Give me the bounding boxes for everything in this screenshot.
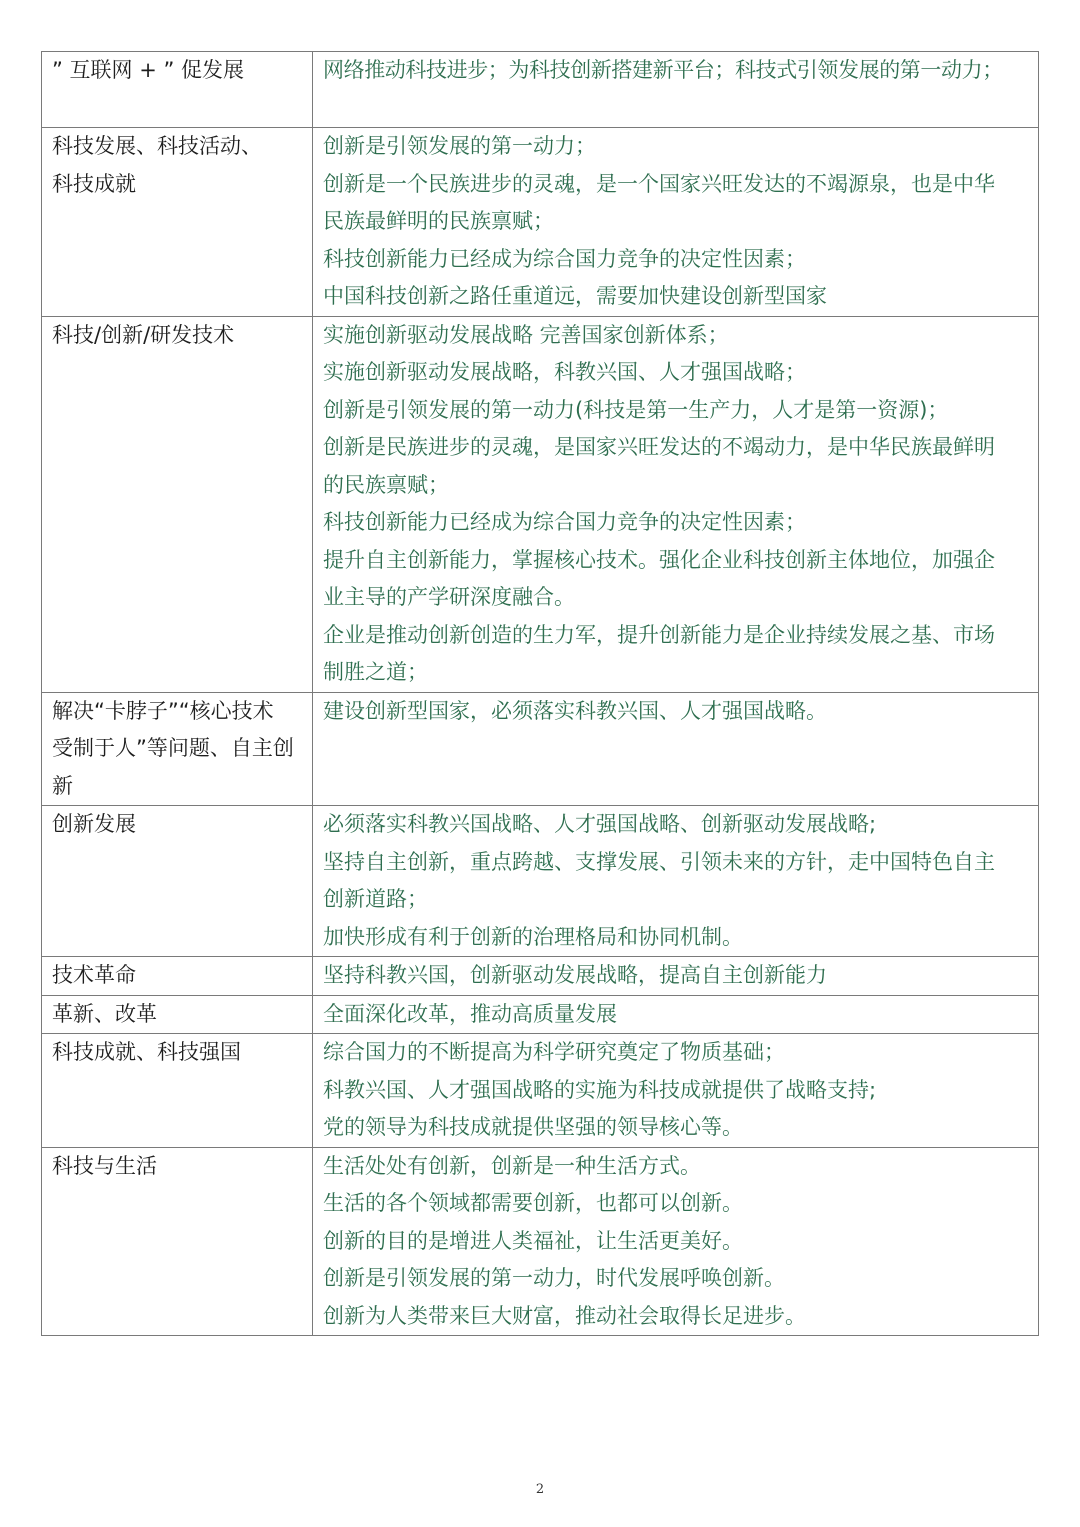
point-line: 坚持科教兴国，创新驱动发展战略，提高自主创新能力 (323, 963, 827, 987)
topic-cell (42, 957, 313, 996)
topic-line: 科技/创新/研发技术 (52, 322, 235, 347)
point-line: 加快形成有利于创新的治理格局和协同机制。 (323, 924, 743, 949)
point-line: 党的领导为科技成就提供坚强的领导核心等。 (323, 1115, 743, 1139)
point-line: 创新是民族进步的灵魂，是国家兴旺发达的不竭动力，是中华民族最鲜明 (323, 435, 995, 459)
table-row (42, 128, 1039, 317)
table-row (42, 1147, 1039, 1336)
topic-line: 科技与生活 (52, 1153, 157, 1178)
table-row (42, 52, 1039, 128)
point-line: 建设创新型国家，必须落实科教兴国、人才强国战略。 (323, 698, 827, 723)
point-line: 科技创新能力已经成为综合国力竞争的决定性因素； (323, 246, 806, 271)
topic-line: 科技成就 (52, 171, 136, 196)
point-line: 坚持自主创新，重点跨越、支撑发展、引领未来的方针，走中国特色自主 (323, 849, 995, 874)
topic-line: 新 (52, 773, 73, 798)
point-line: 科技创新能力已经成为综合国力竞争的决定性因素； (323, 510, 806, 534)
points-cell (313, 316, 1039, 692)
point-line: 创新道路； (323, 887, 428, 911)
topic-line: 科技发展、科技活动、 (52, 134, 262, 158)
point-line: 创新的目的是增进人类福祉，让生活更美好。 (323, 1228, 743, 1253)
topic-line: 科技成就、科技强国 (52, 1040, 241, 1064)
point-line: 制胜之道； (323, 660, 428, 684)
point-line: 提升自主创新能力，掌握核心技术。强化企业科技创新主体地位，加强企 (323, 547, 995, 572)
topic-cell (42, 1147, 313, 1336)
table-row (42, 1034, 1039, 1148)
points-cell (313, 995, 1039, 1034)
point-line: 科教兴国、人才强国战略的实施为科技成就提供了战略支持; (323, 1077, 877, 1102)
point-line: 全面深化改革，推动高质量发展 (323, 1001, 617, 1026)
table-row (42, 995, 1039, 1034)
point-line: 业主导的产学研深度融合。 (323, 585, 575, 609)
point-line: 综合国力的不断提高为科学研究奠定了物质基础； (323, 1040, 785, 1064)
point-line: 生活处处有创新，创新是一种生活方式。 (323, 1153, 701, 1178)
points-cell (313, 957, 1039, 996)
point-line: 创新是引领发展的第一动力； (323, 134, 596, 158)
topic-cell (42, 692, 313, 806)
point-line: 网络推动科技进步；为科技创新搭建新平台；科技式引领发展的第一动力； (323, 58, 1003, 82)
point-line: 创新是引领发展的第一动力(科技是第一生产力，人才是第一资源)； (323, 397, 949, 422)
points-cell (313, 1147, 1039, 1336)
point-line: 实施创新驱动发展战略 完善国家创新体系； (323, 322, 729, 347)
topic-line: 技术革命 (52, 963, 136, 987)
points-cell (313, 1034, 1039, 1148)
topic-cell (42, 995, 313, 1034)
point-line: 创新为人类带来巨大财富，推动社会取得长足进步。 (323, 1303, 806, 1328)
point-line: 中国科技创新之路任重道远，需要加快建设创新型国家 (323, 284, 827, 308)
points-cell (313, 692, 1039, 806)
point-line: 企业是推动创新创造的生力军，提升创新能力是企业持续发展之基、市场 (323, 622, 995, 647)
topic-cell (42, 1034, 313, 1148)
point-line: 的民族禀赋； (323, 472, 449, 497)
knowledge-table (41, 51, 1039, 1336)
table-row (42, 957, 1039, 996)
point-line: 实施创新驱动发展战略，科教兴国、人才强国战略； (323, 360, 806, 384)
point-line: 民族最鲜明的民族禀赋； (323, 209, 554, 233)
points-cell (313, 806, 1039, 957)
points-cell (313, 52, 1039, 128)
table-row (42, 806, 1039, 957)
topic-line: 解决“卡脖子”“核心技术 (52, 698, 274, 723)
point-line: 创新是一个民族进步的灵魂，是一个国家兴旺发达的不竭源泉，也是中华 (323, 171, 995, 196)
point-line: 创新是引领发展的第一动力，时代发展呼唤创新。 (323, 1266, 785, 1290)
point-line: 必须落实科教兴国战略、人才强国战略、创新驱动发展战略; (323, 812, 877, 836)
topic-line: ” 互联网 + ” 促发展 (52, 58, 245, 82)
points-cell (313, 128, 1039, 317)
point-line: 生活的各个领域都需要创新，也都可以创新。 (323, 1191, 743, 1215)
topic-cell (42, 52, 313, 128)
topic-cell (42, 806, 313, 957)
table-row (42, 316, 1039, 692)
table-row (42, 692, 1039, 806)
topic-line: 创新发展 (52, 812, 136, 836)
topic-cell (42, 128, 313, 317)
topic-line: 受制于人”等问题、自主创 (52, 736, 294, 760)
table-body (42, 52, 1039, 1336)
page-number: 2 (535, 1482, 545, 1497)
topic-line: 革新、改革 (52, 1001, 157, 1026)
topic-cell (42, 316, 313, 692)
